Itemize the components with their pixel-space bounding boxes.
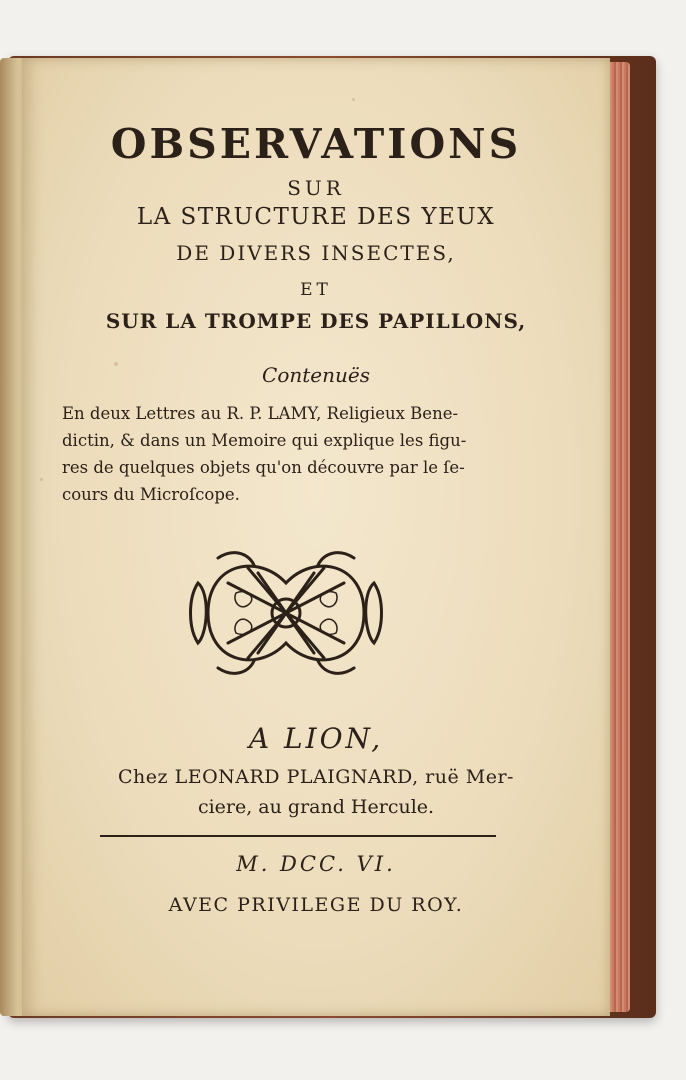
description-line: dictin, & dans un Memoire qui explique les figu- <box>62 431 467 450</box>
main-title: OBSERVATIONS <box>110 120 522 168</box>
contents-heading: Contenuës <box>262 363 370 387</box>
imprint-date: M. DCC. VI. <box>236 852 396 876</box>
description-line: res de quelques objets qu'on découvre par le ſe- <box>62 458 465 477</box>
description-line: cours du Microſcope. <box>62 485 240 504</box>
description-line: En deux Lettres au R. P. LAMY, Religieux Bene- <box>62 404 459 423</box>
title-page <box>22 58 610 1016</box>
imprint-place: A LION, <box>248 722 384 755</box>
description-block <box>62 400 572 508</box>
title-et: ET <box>300 280 332 300</box>
imprint-printer-line2: ciere, au grand Hercule. <box>197 796 435 818</box>
privilege-line: AVEC PRIVILEGE DU ROY. <box>168 894 464 916</box>
paper-spot <box>40 478 43 481</box>
imprint-printer-line1: Chez LEONARD PLAIGNARD, ruë Mer- <box>118 766 514 788</box>
horizontal-rule <box>100 834 496 838</box>
title-insectes: DE DIVERS INSECTES, <box>176 241 456 265</box>
title-papillons: SUR LA TROMPE DES PAPILLONS, <box>105 309 527 333</box>
knotwork-vignette-icon <box>188 543 384 683</box>
title-sur: SUR <box>287 176 345 200</box>
title-structure: LA STRUCTURE DES YEUX <box>136 204 496 230</box>
paper-spot <box>352 98 355 101</box>
